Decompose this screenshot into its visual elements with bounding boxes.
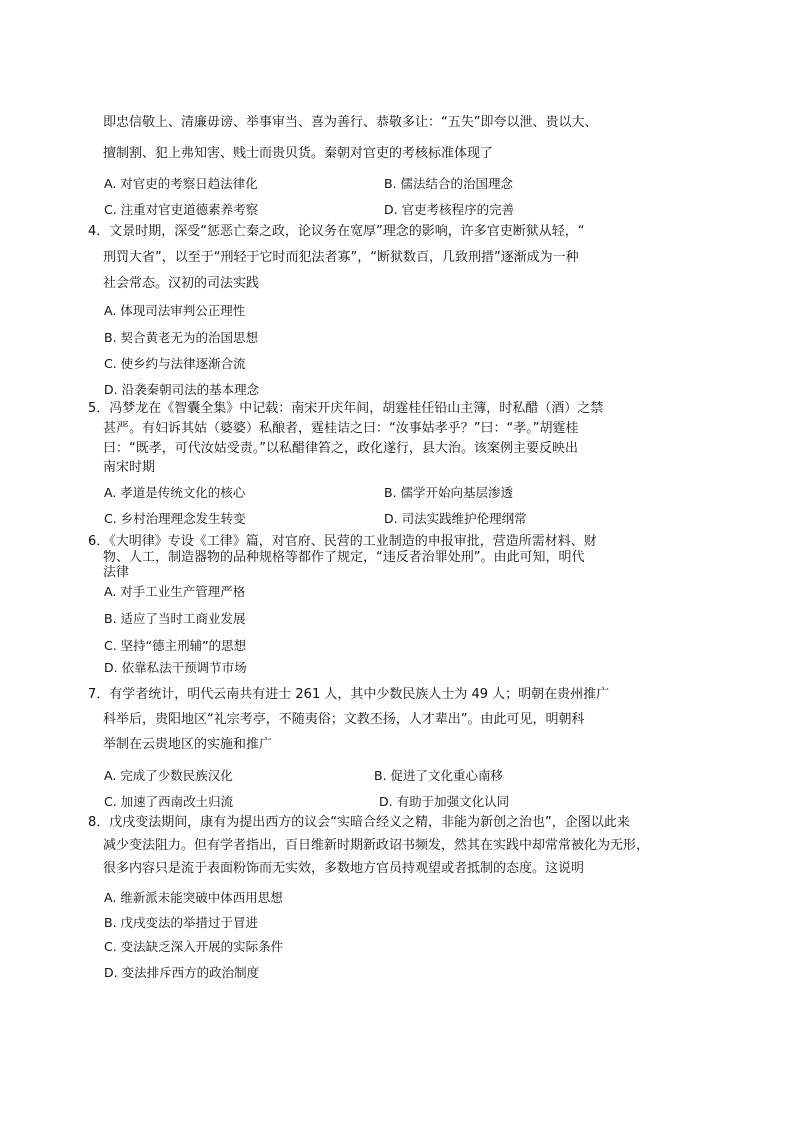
q8-option-b: B. 戊戌变法的举措过于冒进 <box>104 915 259 930</box>
q4-option-b: B. 契合黄老无为的治国思想 <box>104 330 259 345</box>
q3-option-a: A. 对官吏的考察日趋法律化 <box>104 176 258 191</box>
q5-option-a: A. 孝道是传统文化的核心 <box>104 485 246 500</box>
q5-option-d: D. 司法实践维护伦理纲常 <box>384 511 527 526</box>
q5-option-b: B. 儒学开始向基层渗透 <box>384 485 514 500</box>
q8-stem-line-1: 8．戊戌变法期间，康有为提出西方的议会“实暗合经义之精，非能为新创之治也”，企图以此来 <box>88 815 630 830</box>
q6-stem-line-1: 6．《大明律》专设《工律》篇，对官府、民营的工业制造的申报审批，营造所需材料、财 <box>88 534 597 549</box>
q5-stem-line-2: 甚严。有妇诉其姑（婆婆）私酿者，霆桂诘之曰：“汝事姑孝乎？”曰：“孝。”胡霆桂 <box>103 421 579 436</box>
q6-option-b: B. 适应了当时工商业发展 <box>104 611 246 626</box>
q6-option-a: A. 对手工业生产管理严格 <box>104 584 246 599</box>
q4-stem-line-3: 社会常态。汉初的司法实践 <box>103 276 260 291</box>
q4-option-c: C. 使乡约与法律逐渐合流 <box>104 356 246 371</box>
q3-stem-line-1: 即忠信敬上、清廉毋谤、举事审当、喜为善行、恭敬多让：“五失”即夸以泄、贵以大、 <box>103 115 598 130</box>
q8-option-a: A. 维新派未能突破中体西用思想 <box>104 890 283 905</box>
q7-option-d: D. 有助于加强文化认同 <box>379 794 510 809</box>
q8-option-c: C. 变法缺乏深入开展的实际条件 <box>104 939 284 954</box>
q7-option-c: C. 加速了西南改土归流 <box>104 794 234 809</box>
q8-stem-line-2: 减少变法阻力。但有学者指出，百日维新时期新政诏书频发，然其在实践中却常常被化为无形， <box>103 838 650 853</box>
q3-option-b: B. 儒法结合的治国理念 <box>384 176 514 191</box>
q6-stem-line-3: 法律 <box>103 565 130 580</box>
q8-stem-line-3: 很多内容只是流于表面粉饰而无实效，多数地方官员持观望或者抵制的态度。这说明 <box>103 861 585 876</box>
q3-stem-line-2: 擅制割、犯上弗知害、贱士而贵贝货。秦朝对官吏的考核标准体现了 <box>103 146 494 161</box>
q5-stem-line-3: 曰：“既孝，可代汝姑受责。”以私醋律笞之，政化遂行，县大治。该案例主要反映出 <box>103 441 578 456</box>
q7-stem-line-1: 7．有学者统计，明代云南共有进士 261 人，其中少数民族人士为 49 人；明朝在贵州推广 <box>88 687 610 702</box>
q6-stem-line-2: 物、人工，制造器物的品种规格等都作了规定，“违反者治罪处刑”。由此可知，明代 <box>103 550 585 565</box>
q5-option-c: C. 乡村治理理念发生转变 <box>104 511 246 526</box>
q3-option-c: C. 注重对官吏道德素养考察 <box>104 202 259 217</box>
q4-stem-line-1: 4．文景时期，深受“惩恶亡秦之政，论议务在宽厚”理念的影响，许多官吏断狱从轻，“ <box>88 224 585 239</box>
q6-option-d: D. 依靠私法干预调节市场 <box>104 660 247 675</box>
q4-option-d: D. 沿袭秦朝司法的基本理念 <box>104 382 260 397</box>
q5-stem-line-4: 南宋时期 <box>103 460 156 475</box>
q5-stem-line-1: 5．冯梦龙在《智囊全集》中记载：南宋开庆年间，胡霆桂任铅山主簿，时私醋（酒）之禁 <box>88 401 604 416</box>
q3-option-d: D. 官吏考核程序的完善 <box>384 202 515 217</box>
q7-option-a: A. 完成了少数民族汉化 <box>104 768 233 783</box>
q7-stem-line-2: 科举后，贵阳地区“礼宗考亭，不随夷俗；文教丕扬，人才辈出”。由此可见，明朝科 <box>103 712 585 727</box>
q7-stem-line-3: 举制在云贵地区的实施和推广 <box>103 737 273 752</box>
q4-stem-line-2: 刑罚大省”，以至于“刑轻于它时而犯法者寡”，“断狱数百，几致刑措”逐渐成为一种 <box>103 250 579 265</box>
q6-option-c: C. 坚持“德主刑辅”的思想 <box>104 638 247 653</box>
q7-option-b: B. 促进了文化重心南移 <box>374 768 504 783</box>
q4-option-a: A. 体现司法审判公正理性 <box>104 303 246 318</box>
q8-option-d: D. 变法排斥西方的政治制度 <box>104 965 260 980</box>
